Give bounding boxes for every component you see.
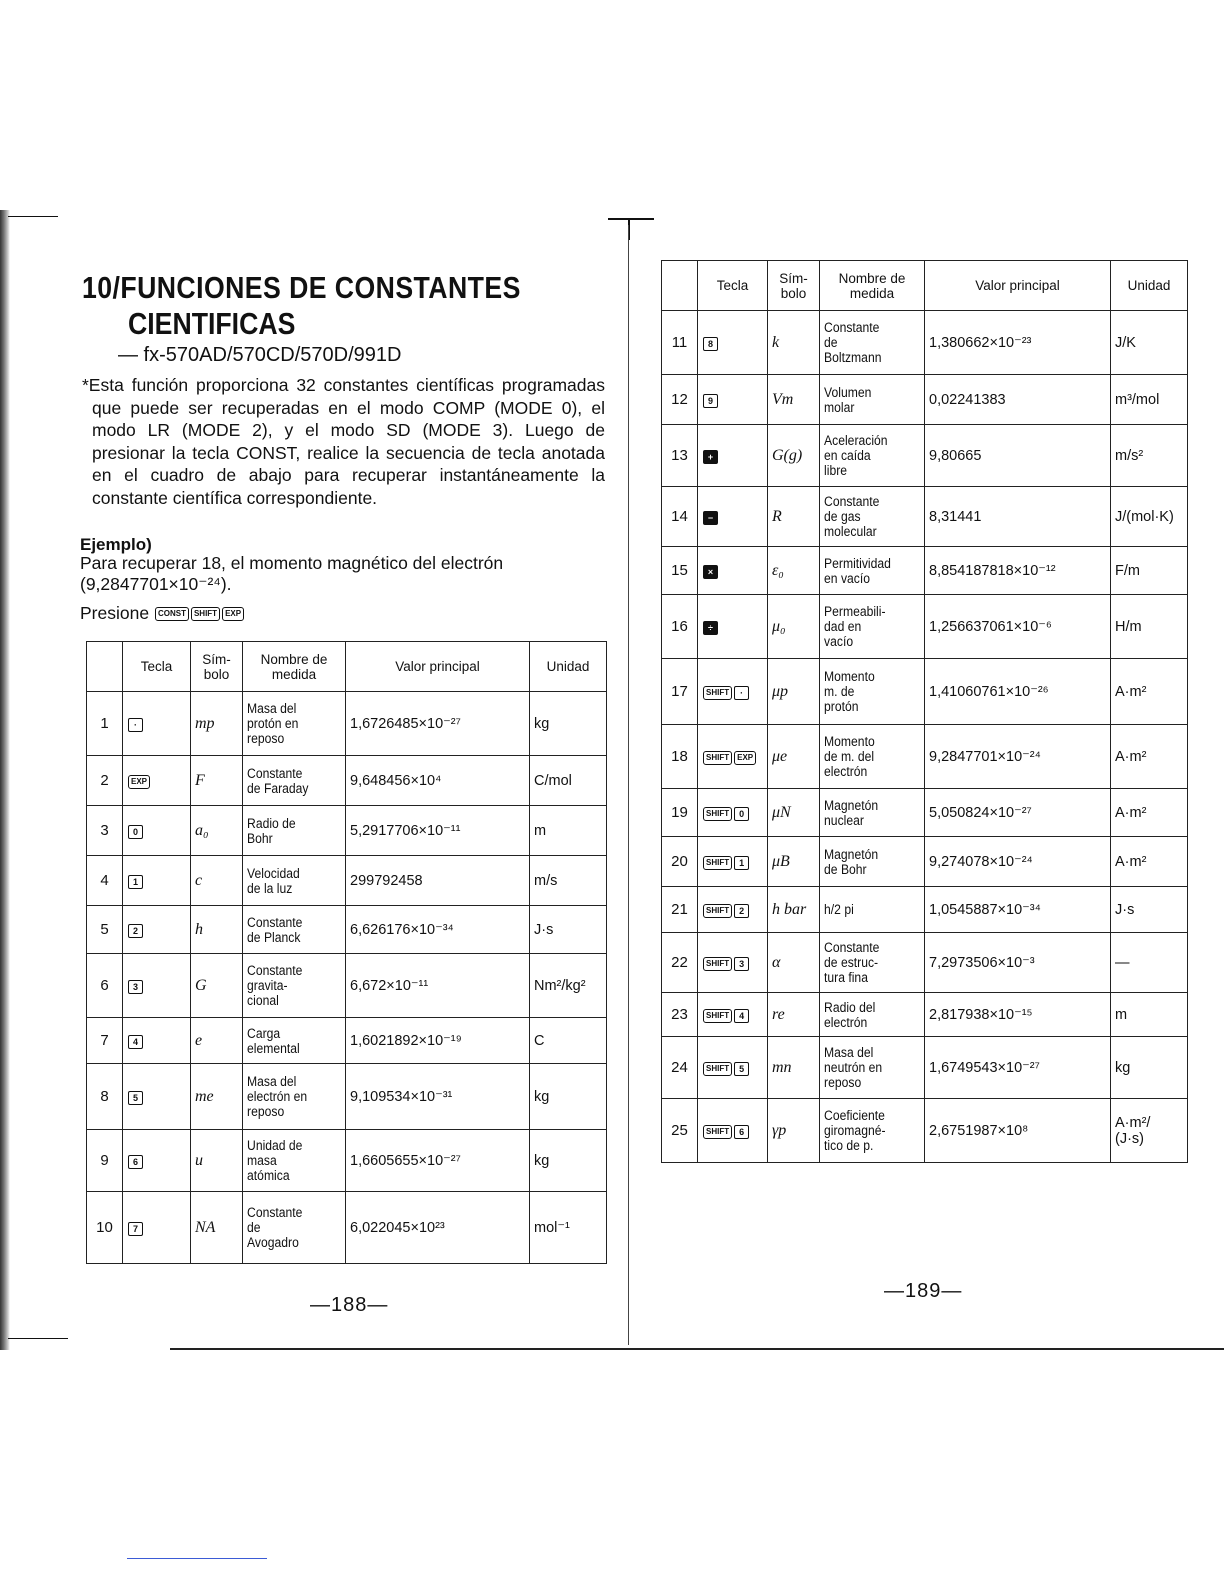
- calculator-key: 0: [128, 825, 143, 839]
- calculator-key: 0: [734, 807, 749, 821]
- header-number: [87, 642, 123, 692]
- constant-value: 1,380662×10⁻²³: [925, 311, 1111, 375]
- constant-unit: m/s²: [1111, 425, 1188, 487]
- key-sequence: [698, 837, 768, 887]
- key-sequence: [698, 595, 768, 659]
- table-row: [662, 595, 1188, 659]
- table-row: [87, 806, 607, 856]
- row-number: 3: [87, 806, 123, 856]
- constant-symbol: me: [191, 1064, 243, 1130]
- constant-symbol: c: [191, 856, 243, 906]
- row-number: 9: [87, 1130, 123, 1192]
- row-number: 12: [662, 375, 698, 425]
- constant-unit: H/m: [1111, 595, 1188, 659]
- constant-value: 1,6605655×10⁻²⁷: [346, 1130, 530, 1192]
- row-number: 6: [87, 954, 123, 1018]
- constant-name: Magnetón nuclear: [820, 789, 915, 837]
- calculator-key: ·: [128, 718, 143, 732]
- row-number: 21: [662, 887, 698, 933]
- calculator-key: 4: [734, 1009, 749, 1023]
- constant-symbol: μ₀: [768, 595, 820, 659]
- row-number: 19: [662, 789, 698, 837]
- constant-value: 8,854187818×10⁻¹²: [925, 547, 1111, 595]
- constant-unit: F/m: [1111, 547, 1188, 595]
- constant-unit: m³/mol: [1111, 375, 1188, 425]
- constant-symbol: mn: [768, 1037, 820, 1099]
- constant-name: Constante de Boltzmann: [820, 311, 915, 375]
- table-row: [662, 547, 1188, 595]
- constant-name: Aceleración en caída libre: [820, 425, 915, 487]
- key-sequence: [123, 806, 191, 856]
- header-symbol: Sím- bolo: [768, 261, 820, 311]
- constant-value: 9,80665: [925, 425, 1111, 487]
- constant-symbol: F: [191, 756, 243, 806]
- key-sequence: [698, 993, 768, 1037]
- constant-name: Permitividad en vacío: [820, 547, 915, 595]
- constant-unit: m: [1111, 993, 1188, 1037]
- page-title-line2: CIENTIFICAS: [128, 306, 296, 341]
- calculator-key: SHIFT: [703, 751, 732, 765]
- key-sequence: [698, 725, 768, 789]
- row-number: 5: [87, 906, 123, 954]
- key-sequence: [123, 1130, 191, 1192]
- calculator-key: 3: [128, 980, 143, 994]
- constant-unit: A·m²: [1111, 725, 1188, 789]
- calculator-key: EXP: [128, 775, 150, 789]
- constant-unit: m/s: [530, 856, 607, 906]
- row-number: 24: [662, 1037, 698, 1099]
- crop-mark-center: [608, 218, 654, 220]
- constant-value: 6,022045×10²³: [346, 1192, 530, 1264]
- constant-unit: J/K: [1111, 311, 1188, 375]
- constant-value: 2,817938×10⁻¹⁵: [925, 993, 1111, 1037]
- key-sequence: [698, 487, 768, 547]
- key-sequence: [698, 933, 768, 993]
- constant-value: 9,2847701×10⁻²⁴: [925, 725, 1111, 789]
- table-row: [662, 837, 1188, 887]
- header-value: Valor principal: [346, 642, 530, 692]
- constant-unit: A·m²: [1111, 837, 1188, 887]
- row-number: 14: [662, 487, 698, 547]
- constant-name: Constante de Faraday: [243, 756, 336, 806]
- constant-unit: —: [1111, 933, 1188, 993]
- constant-symbol: e: [191, 1018, 243, 1064]
- intro-paragraph: [80, 374, 605, 509]
- calculator-key: SHIFT: [703, 807, 732, 821]
- table-row: [662, 789, 1188, 837]
- constant-value: 5,2917706×10⁻¹¹: [346, 806, 530, 856]
- header-unit: Unidad: [1111, 261, 1188, 311]
- key-const: CONST: [155, 607, 189, 621]
- calculator-key: ×: [703, 565, 718, 579]
- row-number: 1: [87, 692, 123, 756]
- table-row: [662, 425, 1188, 487]
- constant-symbol: u: [191, 1130, 243, 1192]
- constant-unit: A·m²: [1111, 659, 1188, 725]
- constant-unit: mol⁻¹: [530, 1192, 607, 1264]
- calculator-key: EXP: [734, 751, 756, 765]
- constant-symbol: μe: [768, 725, 820, 789]
- key-sequence: [123, 1192, 191, 1264]
- row-number: 23: [662, 993, 698, 1037]
- table-row: [87, 906, 607, 954]
- constant-unit: A·m²: [1111, 789, 1188, 837]
- constant-symbol: μp: [768, 659, 820, 725]
- key-sequence: [123, 756, 191, 806]
- constant-value: 1,6726485×10⁻²⁷: [346, 692, 530, 756]
- constant-name: Constante de estruc- tura fina: [820, 933, 915, 993]
- table-row: [662, 933, 1188, 993]
- table-row: [662, 725, 1188, 789]
- table-row: [662, 1037, 1188, 1099]
- constant-unit: A·m²/ (J·s): [1111, 1099, 1188, 1163]
- calculator-key: 3: [734, 957, 749, 971]
- constant-unit: J·s: [1111, 887, 1188, 933]
- constant-symbol: NA: [191, 1192, 243, 1264]
- table-row: [662, 993, 1188, 1037]
- example-press: [80, 603, 245, 624]
- table-row: [87, 856, 607, 906]
- row-number: 4: [87, 856, 123, 906]
- table-row: [662, 659, 1188, 725]
- calculator-key: 4: [128, 1035, 143, 1049]
- row-number: 17: [662, 659, 698, 725]
- table-row: [662, 487, 1188, 547]
- header-name: Nombre de medida: [820, 261, 925, 311]
- header-value: Valor principal: [925, 261, 1111, 311]
- constant-value: 1,256637061×10⁻⁶: [925, 595, 1111, 659]
- constant-name: Constante de gas molecular: [820, 487, 915, 547]
- constant-symbol: G(g): [768, 425, 820, 487]
- constant-symbol: γp: [768, 1099, 820, 1163]
- constant-unit: kg: [530, 692, 607, 756]
- constant-name: Unidad de masa atómica: [243, 1130, 336, 1192]
- calculator-key: SHIFT: [703, 904, 732, 918]
- model-subtitle: — fx-570AD/570CD/570D/991D: [118, 344, 402, 366]
- press-label: Presione: [80, 603, 150, 623]
- key-sequence: [123, 1064, 191, 1130]
- constant-symbol: h bar: [768, 887, 820, 933]
- constant-name: Velocidad de la luz: [243, 856, 336, 906]
- key-sequence: [698, 1037, 768, 1099]
- constants-table-right: [661, 260, 1188, 1163]
- constant-value: 1,0545887×10⁻³⁴: [925, 887, 1111, 933]
- constant-name: Momento de m. del electrón: [820, 725, 915, 789]
- row-number: 10: [87, 1192, 123, 1264]
- key-sequence: [698, 1099, 768, 1163]
- table-row: [87, 1018, 607, 1064]
- key-sequence: [698, 425, 768, 487]
- table-row: [87, 692, 607, 756]
- row-number: 11: [662, 311, 698, 375]
- constant-unit: J/(mol·K): [1111, 487, 1188, 547]
- calculator-key: 2: [734, 904, 749, 918]
- header-unit: Unidad: [530, 642, 607, 692]
- constant-unit: Nm²/kg²: [530, 954, 607, 1018]
- constant-symbol: h: [191, 906, 243, 954]
- table-row: [662, 311, 1188, 375]
- key-sequence: [123, 906, 191, 954]
- key-sequence: [123, 954, 191, 1018]
- constant-value: 5,050824×10⁻²⁷: [925, 789, 1111, 837]
- key-sequence: [698, 375, 768, 425]
- key-exp: EXP: [222, 607, 244, 621]
- constant-name: Carga elemental: [243, 1018, 336, 1064]
- example-heading: Ejemplo): [80, 535, 152, 554]
- row-number: 20: [662, 837, 698, 887]
- calculator-key: SHIFT: [703, 856, 732, 870]
- row-number: 2: [87, 756, 123, 806]
- row-number: 25: [662, 1099, 698, 1163]
- constant-name: Momento m. de protón: [820, 659, 915, 725]
- constant-value: 9,109534×10⁻³¹: [346, 1064, 530, 1130]
- constant-symbol: mp: [191, 692, 243, 756]
- page-spine: [628, 225, 629, 1345]
- key-sequence: [698, 659, 768, 725]
- constant-name: Volumen molar: [820, 375, 915, 425]
- calculator-key: 8: [703, 337, 718, 351]
- constant-unit: m: [530, 806, 607, 856]
- calculator-key: 1: [128, 875, 143, 889]
- constant-value: 299792458: [346, 856, 530, 906]
- constant-name: Masa del neutrón en reposo: [820, 1037, 915, 1099]
- row-number: 7: [87, 1018, 123, 1064]
- constant-name: Constante gravita- cional: [243, 954, 336, 1018]
- constant-value: 1,6021892×10⁻¹⁹: [346, 1018, 530, 1064]
- calculator-key: 6: [734, 1125, 749, 1139]
- constant-symbol: a₀: [191, 806, 243, 856]
- constant-name: Masa del electrón en reposo: [243, 1064, 336, 1130]
- constant-unit: C: [530, 1018, 607, 1064]
- constant-value: 1,41060761×10⁻²⁶: [925, 659, 1111, 725]
- constant-name: Radio del electrón: [820, 993, 915, 1037]
- constant-name: Magnetón de Bohr: [820, 837, 915, 887]
- table-row: [87, 954, 607, 1018]
- constant-name: h/2 pi: [820, 887, 915, 933]
- calculator-key: 5: [128, 1091, 143, 1105]
- page-number-right: —189—: [884, 1280, 963, 1302]
- constant-name: Constante de Planck: [243, 906, 336, 954]
- constant-value: 1,6749543×10⁻²⁷: [925, 1037, 1111, 1099]
- page-title: 10/FUNCIONES DE CONSTANTES: [82, 270, 521, 305]
- constant-unit: kg: [1111, 1037, 1188, 1099]
- key-sequence: [698, 547, 768, 595]
- calculator-key: ÷: [703, 621, 718, 635]
- constant-symbol: R: [768, 487, 820, 547]
- constant-unit: kg: [530, 1064, 607, 1130]
- key-sequence: [698, 887, 768, 933]
- header-key: Tecla: [123, 642, 191, 692]
- example-text: Para recuperar 18, el momento magnético del electrón (9,2847701×10⁻²⁴).: [80, 553, 504, 594]
- constant-value: 2,6751987×10⁸: [925, 1099, 1111, 1163]
- calculator-key: SHIFT: [703, 1062, 732, 1076]
- constant-symbol: Vm: [768, 375, 820, 425]
- table-row: [87, 756, 607, 806]
- constant-value: 6,672×10⁻¹¹: [346, 954, 530, 1018]
- crop-mark-left: [8, 216, 58, 217]
- table-row: [662, 1099, 1188, 1163]
- header-number: [662, 261, 698, 311]
- constant-symbol: ε₀: [768, 547, 820, 595]
- calculator-key: SHIFT: [703, 1009, 732, 1023]
- row-number: 16: [662, 595, 698, 659]
- calculator-key: +: [703, 450, 718, 464]
- constant-value: 9,274078×10⁻²⁴: [925, 837, 1111, 887]
- constant-unit: kg: [530, 1130, 607, 1192]
- blue-line: [127, 1558, 267, 1559]
- table-row: [87, 1130, 607, 1192]
- constant-value: 9,648456×10⁴: [346, 756, 530, 806]
- calculator-key: SHIFT: [703, 686, 732, 700]
- constant-unit: J·s: [530, 906, 607, 954]
- constant-value: 6,626176×10⁻³⁴: [346, 906, 530, 954]
- page-number-left: —188—: [310, 1294, 389, 1316]
- constants-table-left: [86, 641, 607, 1264]
- calculator-key: 5: [734, 1062, 749, 1076]
- calculator-key: SHIFT: [703, 1125, 732, 1139]
- table-body-left: [87, 692, 607, 1264]
- header-name: Nombre de medida: [243, 642, 346, 692]
- key-sequence: [123, 856, 191, 906]
- scan-edge: [0, 210, 10, 1350]
- key-shift: SHIFT: [191, 607, 220, 621]
- constant-symbol: μN: [768, 789, 820, 837]
- intro-text: *Esta función proporciona 32 constantes científicas programadas que puede ser recuperadas en el modo COMP (MODE 0), el modo LR (MODE 2), y el modo SD (MODE 3). Luego de presionar la tecla CONST, realice la secuencia de tecla anotada en el cuadro de abajo para recuperar instantáneamente la constante científica correspondiente.: [82, 375, 605, 508]
- constant-name: Permeabili- dad en vacío: [820, 595, 915, 659]
- calculator-key: −: [703, 511, 718, 525]
- header-symbol: Sím- bolo: [191, 642, 243, 692]
- row-number: 8: [87, 1064, 123, 1130]
- constant-symbol: k: [768, 311, 820, 375]
- table-body-right: [662, 311, 1188, 1163]
- key-sequence: [123, 692, 191, 756]
- constant-symbol: α: [768, 933, 820, 993]
- constant-value: 8,31441: [925, 487, 1111, 547]
- constant-symbol: μB: [768, 837, 820, 887]
- table-row: [87, 1192, 607, 1264]
- constant-symbol: re: [768, 993, 820, 1037]
- constant-name: Radio de Bohr: [243, 806, 336, 856]
- constant-name: Coeficiente giromagné- tico de p.: [820, 1099, 915, 1163]
- calculator-key: 6: [128, 1155, 143, 1169]
- table-row: [662, 375, 1188, 425]
- row-number: 18: [662, 725, 698, 789]
- calculator-key: 1: [734, 856, 749, 870]
- calculator-key: 7: [128, 1222, 143, 1236]
- bottom-rule: [170, 1348, 1224, 1350]
- constant-value: 0,02241383: [925, 375, 1111, 425]
- calculator-key: SHIFT: [703, 957, 732, 971]
- constant-name: Constante de Avogadro: [243, 1192, 336, 1264]
- calculator-key: ·: [734, 686, 749, 700]
- calculator-key: 2: [128, 924, 143, 938]
- row-number: 15: [662, 547, 698, 595]
- crop-mark-bottom-left: [8, 1338, 68, 1339]
- constant-name: Masa del protón en reposo: [243, 692, 336, 756]
- key-sequence: [698, 311, 768, 375]
- constant-symbol: G: [191, 954, 243, 1018]
- table-row: [87, 1064, 607, 1130]
- constant-unit: C/mol: [530, 756, 607, 806]
- key-sequence: [698, 789, 768, 837]
- header-key: Tecla: [698, 261, 768, 311]
- row-number: 13: [662, 425, 698, 487]
- calculator-key: 9: [703, 394, 718, 408]
- table-row: [662, 887, 1188, 933]
- key-sequence: [123, 1018, 191, 1064]
- row-number: 22: [662, 933, 698, 993]
- constant-value: 7,2973506×10⁻³: [925, 933, 1111, 993]
